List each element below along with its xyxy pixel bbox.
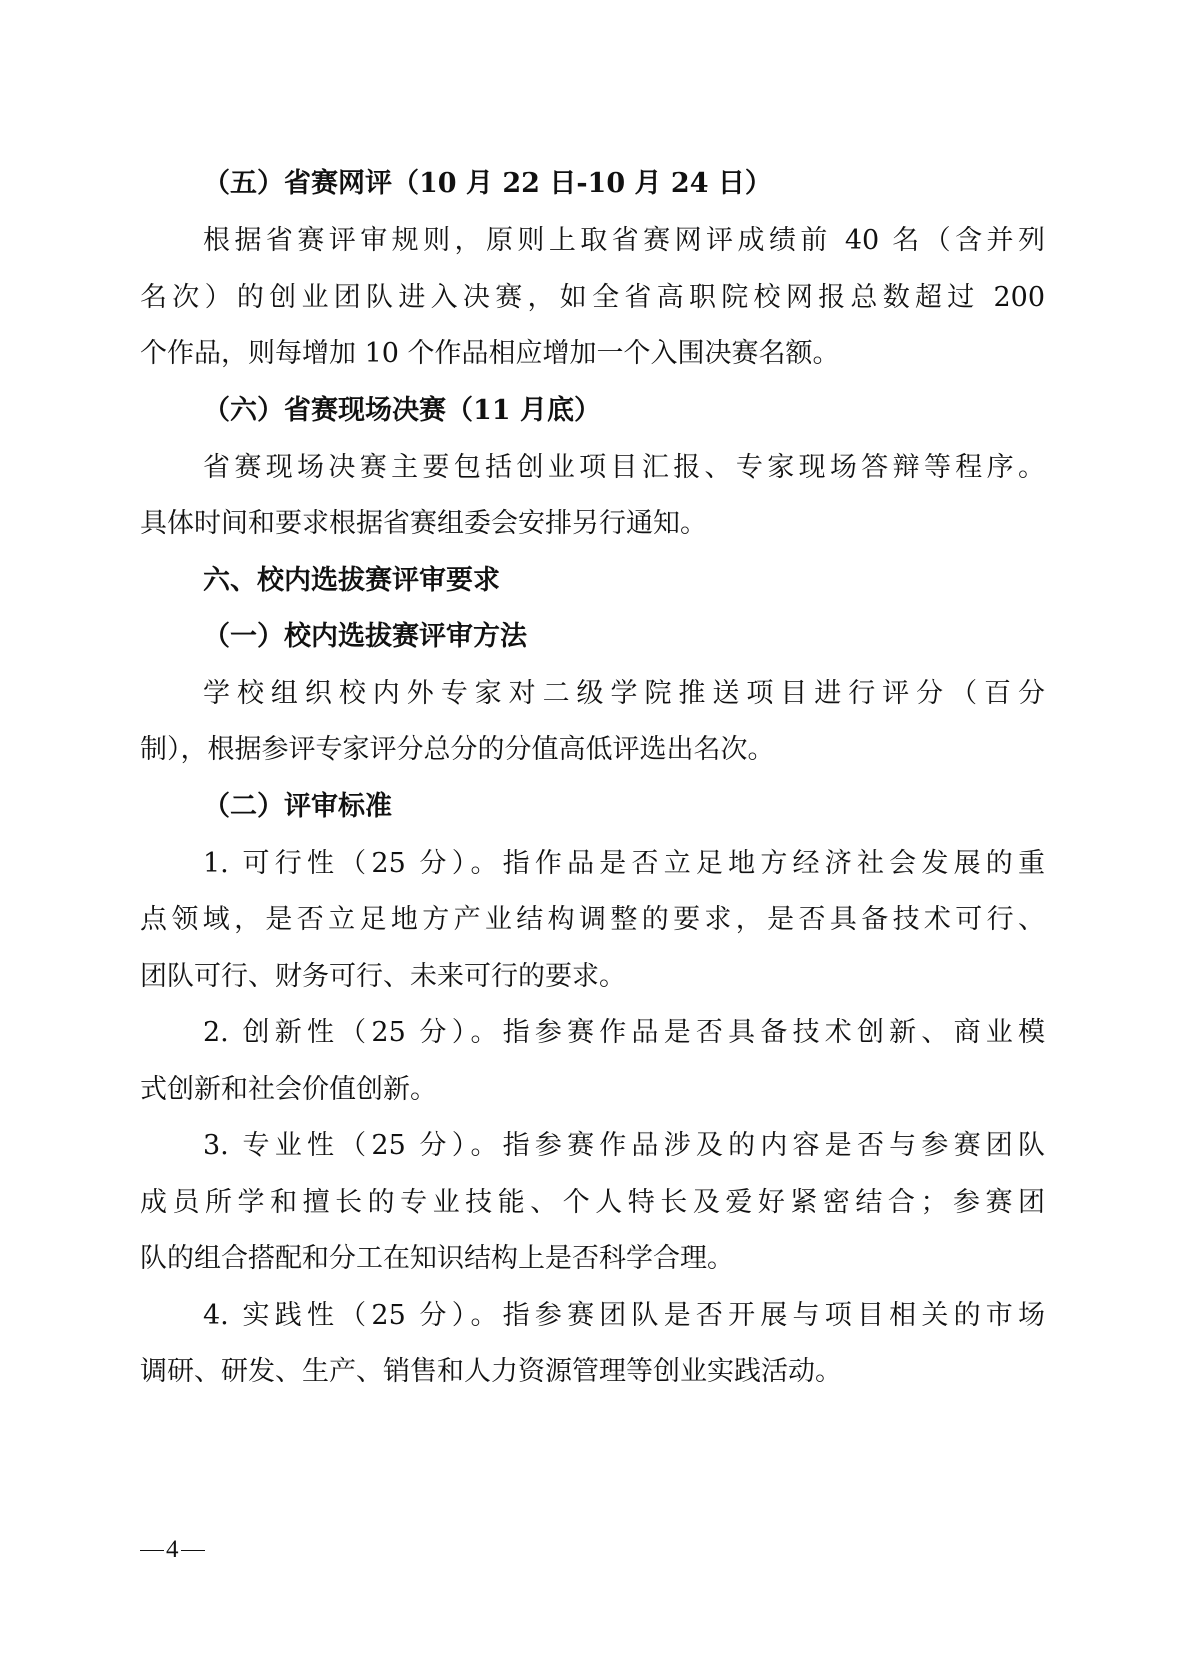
heading-review-method: （一）校内选拔赛评审方法 (203, 621, 527, 652)
criterion-professionalism: 3. 专业性（25 分）。指参赛作品涉及的内容是否与参赛团队 (203, 1130, 1045, 1161)
criterion-innovation: 2. 创新性（25 分）。指参赛作品是否具备技术创新、商业模 (203, 1017, 1045, 1048)
paragraph-line: 名次）的创业团队进入决赛，如全省高职院校网报总数超过 200 (140, 282, 1045, 313)
paragraph-line: 队的组合搭配和分工在知识结构上是否科学合理。 (140, 1243, 734, 1274)
criterion-practicality: 4. 实践性（25 分）。指参赛团队是否开展与项目相关的市场 (203, 1300, 1045, 1331)
paragraph-line: 省赛现场决赛主要包括创业项目汇报、专家现场答辩等程序。 (203, 452, 1045, 483)
page-number: 4 (166, 1536, 179, 1563)
paragraph-line: 式创新和社会价值创新。 (140, 1074, 437, 1105)
paragraph-line: 制），根据参评专家评分总分的分值高低评选出名次。 (140, 734, 775, 765)
page-footer (140, 1530, 205, 1570)
paragraph-line: 点领域，是否立足地方产业结构调整的要求，是否具备技术可行、 (140, 904, 1045, 935)
footer-dash-left (140, 1550, 164, 1551)
heading-review-criteria: （二）评审标准 (203, 791, 392, 822)
paragraph-line: 具体时间和要求根据省赛组委会安排另行通知。 (140, 508, 707, 539)
heading-online-review: （五）省赛网评（10 月 22 日-10 月 24 日） (203, 168, 772, 199)
paragraph-line: 个作品，则每增加 10 个作品相应增加一个入围决赛名额。 (140, 338, 840, 369)
heading-onsite-final: （六）省赛现场决赛（11 月底） (203, 395, 601, 426)
criterion-feasibility: 1. 可行性（25 分）。指作品是否立足地方经济社会发展的重 (203, 848, 1045, 879)
paragraph-line: 团队可行、财务可行、未来可行的要求。 (140, 961, 626, 992)
section-heading: 六、校内选拔赛评审要求 (203, 565, 500, 596)
paragraph-line: 成员所学和擅长的专业技能、个人特长及爱好紧密结合；参赛团 (140, 1187, 1045, 1218)
paragraph-line: 根据省赛评审规则，原则上取省赛网评成绩前 40 名（含并列 (203, 225, 1045, 256)
paragraph-line: 调研、研发、生产、销售和人力资源管理等创业实践活动。 (140, 1356, 842, 1387)
footer-dash-right (181, 1550, 205, 1551)
paragraph-line: 学校组织校内外专家对二级学院推送项目进行评分（百分 (203, 678, 1045, 709)
